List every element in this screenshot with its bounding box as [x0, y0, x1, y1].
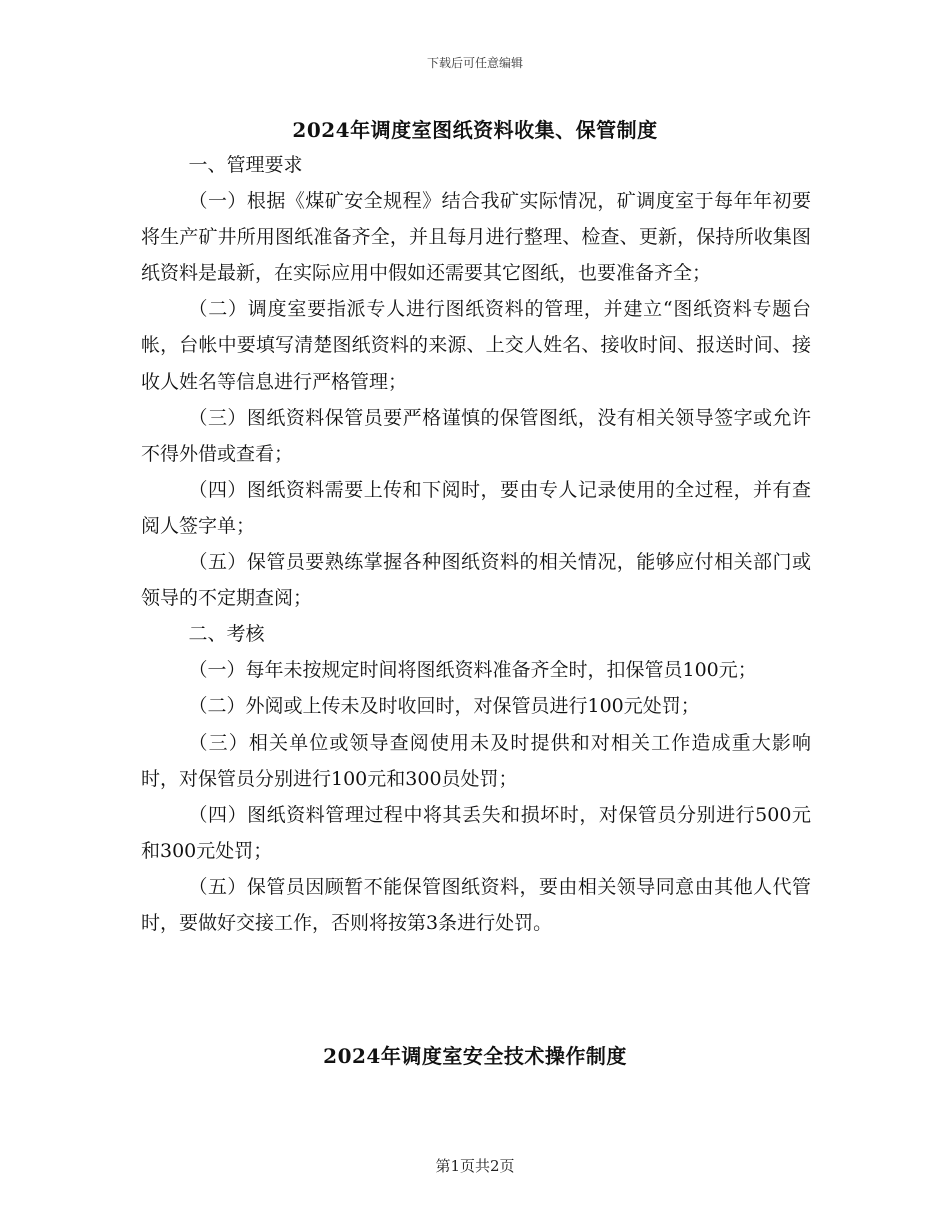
- page-header: 下载后可任意编辑: [426, 56, 523, 70]
- page-footer: 第1页共2页: [435, 1157, 515, 1175]
- paragraph-item: （五）保管员要熟练掌握各种图纸资料的相关情况，能够应付相关部门或领导的不定期查阅；: [141, 551, 811, 610]
- document-title: 2024年调度室图纸资料收集、保管制度: [292, 118, 658, 142]
- paragraph-item: （二）调度室要指派专人进行图纸资料的管理，并建立“图纸资料专题台帐，台帐中要填写清楚图纸资料的来源、上交人姓名、接收时间、报送时间、接收人姓名等信息进行严格管理；: [141, 298, 811, 393]
- paragraph-item: （一）根据《煤矿安全规程》结合我矿实际情况，矿调度室于每年年初要将生产矿井所用图纸准备齐全，并且每月进行整理、检查、更新，保持所收集图纸资料是最新，在实际应用中假如还需要其它图纸，也要准备齐全；: [141, 190, 811, 285]
- document-body: [141, 147, 811, 941]
- paragraph-item: （四）图纸资料管理过程中将其丢失和损坏时，对保管员分别进行500元和300元处罚；: [141, 803, 811, 862]
- paragraph-item: （三）相关单位或领导查阅使用未及时提供和对相关工作造成重大影响时，对保管员分别进行100元和300员处罚；: [141, 731, 811, 790]
- paragraph-item: （二）外阅或上传未及时收回时，对保管员进行100元处罚；: [188, 695, 700, 718]
- paragraph-item: （五）保管员因顾暂不能保管图纸资料，要由相关领导同意由其他人代管时，要做好交接工作，否则将按第3条进行处罚。: [141, 875, 811, 934]
- paragraph-item: （四）图纸资料需要上传和下阅时，要由专人记录使用的全过程，并有查阅人签字单；: [141, 478, 811, 537]
- paragraph-item: （三）图纸资料保管员要严格谨慎的保管图纸，没有相关领导签字或允许不得外借或查看；: [141, 406, 811, 465]
- section-heading-management: 一、管理要求: [188, 154, 303, 176]
- paragraph-item: （一）每年未按规定时间将图纸资料准备齐全时，扣保管员100元；: [188, 659, 757, 682]
- section-heading-assessment: 二、考核: [188, 623, 265, 646]
- second-document-title: 2024年调度室安全技术操作制度: [323, 1044, 627, 1068]
